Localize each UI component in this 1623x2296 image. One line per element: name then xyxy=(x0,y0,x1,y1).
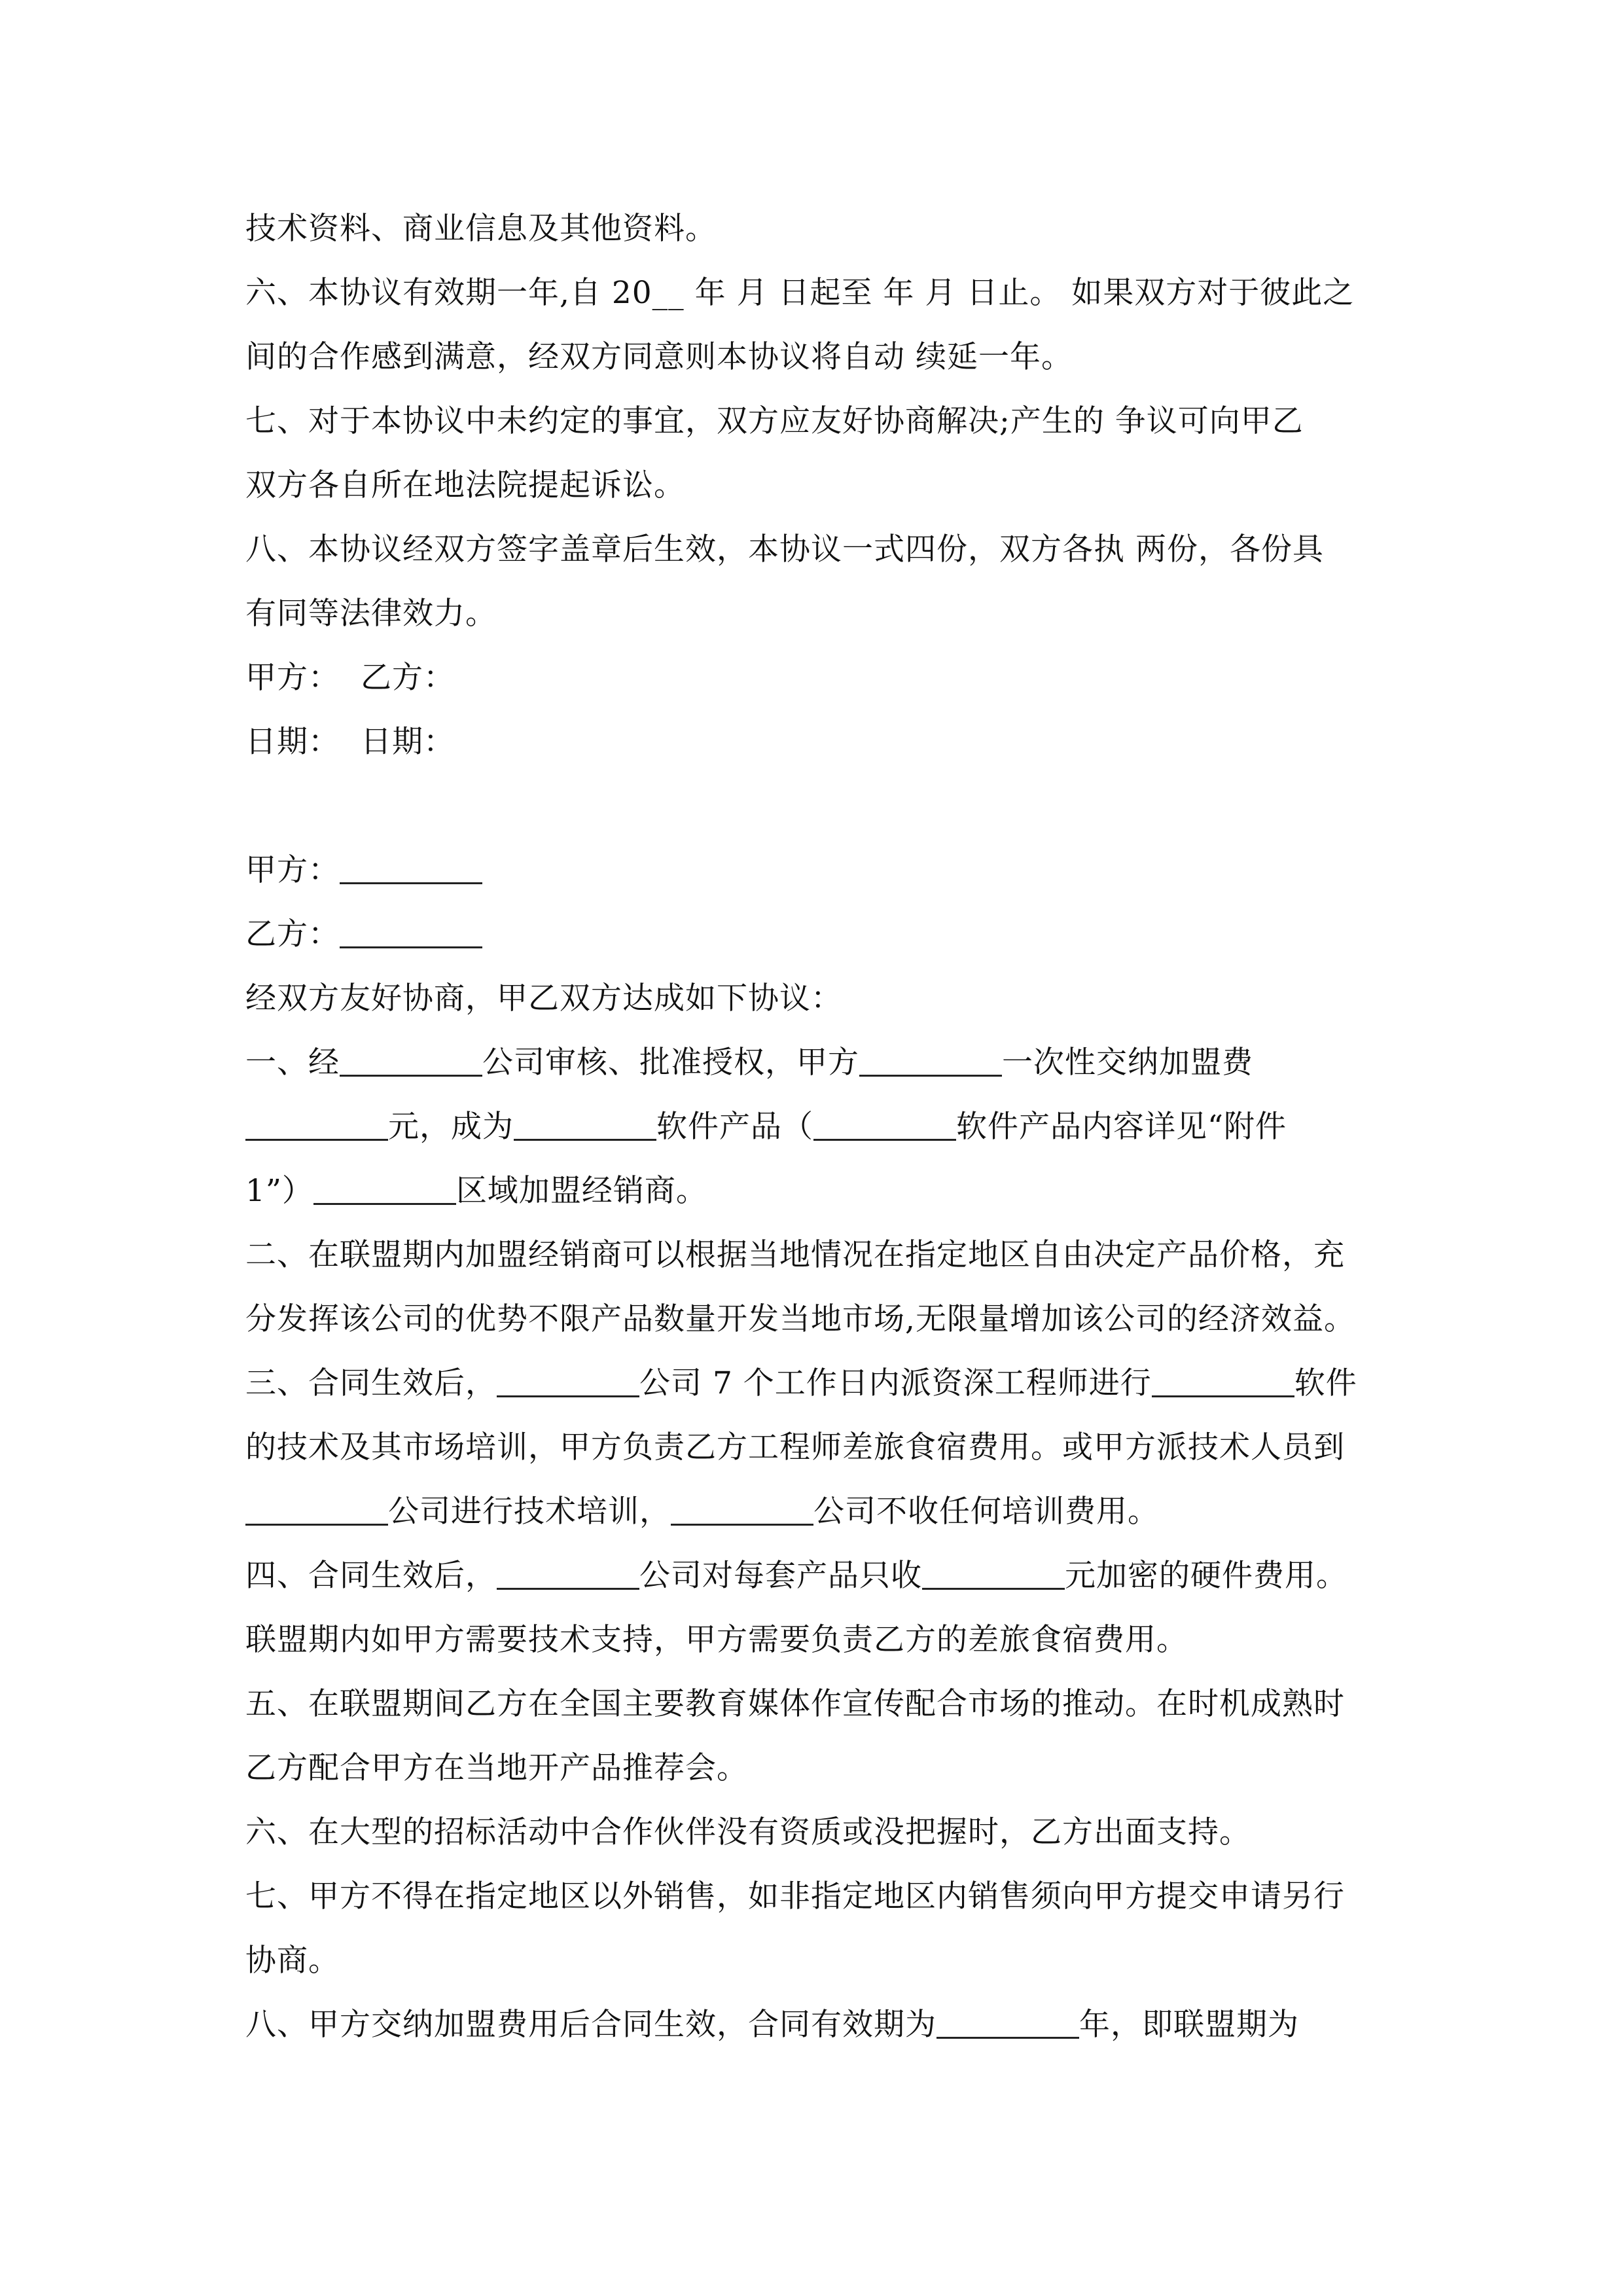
date-label-b: 日期： xyxy=(361,724,455,760)
text-span: 一次性交纳加盟费 xyxy=(1002,1045,1253,1081)
text-span: 四、合同生效后， xyxy=(245,1558,497,1594)
party-b-label: 乙方： xyxy=(245,916,340,952)
blank-field xyxy=(340,1049,482,1077)
text-span: 双方各自所在地法院提起诉讼。 xyxy=(245,467,685,503)
paragraph-line xyxy=(245,274,1354,313)
text-span: 公司 7 个工作日内派资深工程师进行 xyxy=(639,1365,1152,1401)
clause-4-line-1 xyxy=(245,1556,1347,1596)
text-span: 有同等法律效力。 xyxy=(245,596,497,632)
date-line xyxy=(245,723,455,762)
blank-field xyxy=(313,1177,456,1205)
text-span: 元，成为 xyxy=(388,1109,514,1145)
blank-field xyxy=(1152,1369,1294,1397)
text-span: 七、甲方不得在指定地区以外销售，如非指定地区内销售须向甲方提交申请另行 xyxy=(245,1878,1345,1914)
text-span: 公司进行技术培训， xyxy=(388,1494,671,1530)
party-b-blank xyxy=(340,920,482,948)
text-span: 的技术及其市场培训，甲方负责乙方工程师差旅食宿费用。或甲方派技术人员到 xyxy=(245,1429,1345,1465)
blank-field xyxy=(245,1113,388,1141)
paragraph-line xyxy=(245,466,685,505)
paragraph-line xyxy=(245,402,1304,441)
text-span: 联盟期内如甲方需要技术支持，甲方需要负责乙方的差旅食宿费用。 xyxy=(245,1622,1188,1658)
paragraph-line xyxy=(245,979,842,1018)
blank-field xyxy=(813,1113,956,1141)
text-span: 软件产品（ xyxy=(656,1109,813,1145)
party-a-blank xyxy=(340,856,482,884)
blank-field xyxy=(922,1562,1065,1590)
text-span: 公司审核、批准授权，甲方 xyxy=(482,1045,859,1081)
blank-field xyxy=(245,1498,388,1526)
blank-field xyxy=(936,2011,1079,2039)
text-span: 经双方友好协商，甲乙双方达成如下协议： xyxy=(245,980,842,1016)
blank-field xyxy=(497,1369,639,1397)
party-b-line xyxy=(245,915,482,954)
clause-1-line-1 xyxy=(245,1043,1253,1083)
text-span: 八、本协议经双方签字盖章后生效，本协议一式四份，双方各执 两份，各份具 xyxy=(245,531,1324,567)
text-span: 六、在大型的招标活动中合作伙伴没有资质或没把握时，乙方出面支持。 xyxy=(245,1814,1251,1850)
text-span: 分发挥该公司的优势不限产品数量开发当地市场,无限量增加该公司的经济效益。 xyxy=(245,1301,1355,1337)
text-span: 年，即联盟期为 xyxy=(1079,2007,1299,2043)
text-span: 公司不收任何培训费用。 xyxy=(813,1494,1159,1530)
clause-8-line-1 xyxy=(245,2005,1299,2045)
text-span: 协商。 xyxy=(245,1943,340,1979)
party-a-label: 甲方： xyxy=(245,660,340,696)
signature-line xyxy=(245,658,455,698)
blank-field xyxy=(497,1562,639,1590)
clause-3-line-3 xyxy=(245,1492,1159,1532)
paragraph-line xyxy=(245,1300,1355,1339)
text-span: 间的合作感到满意，经双方同意则本协议将自动 续延一年。 xyxy=(245,339,1073,375)
paragraph-line xyxy=(245,338,1073,377)
text-span: 1”） xyxy=(245,1173,313,1209)
date-label-a: 日期： xyxy=(245,724,340,760)
paragraph-line xyxy=(245,1685,1345,1724)
clause-3-line-1 xyxy=(245,1364,1357,1403)
paragraph-line xyxy=(245,1236,1345,1275)
text-span: 元加密的硬件费用。 xyxy=(1065,1558,1347,1594)
text-span: 七、对于本协议中未约定的事宜，双方应友好协商解决;产生的 争议可向甲乙 xyxy=(245,403,1304,439)
text-span: 五、在联盟期间乙方在全国主要教育媒体作宣传配合市场的推动。在时机成熟时 xyxy=(245,1686,1345,1722)
text-span: 公司对每套产品只收 xyxy=(639,1558,922,1594)
text-span: 软件 xyxy=(1294,1365,1357,1401)
text-span: 区域加盟经销商。 xyxy=(455,1173,707,1209)
text-span: 八、甲方交纳加盟费用后合同生效，合同有效期为 xyxy=(245,2007,936,2043)
text-span: 三、合同生效后， xyxy=(245,1365,497,1401)
paragraph-line xyxy=(245,594,497,634)
party-a-line xyxy=(245,851,482,890)
paragraph-line xyxy=(245,1749,748,1788)
text-span: 二、在联盟期内加盟经销商可以根据当地情况在指定地区自由决定产品价格，充 xyxy=(245,1237,1345,1273)
text-span: 六、本协议有效期一年,自 20__ 年 月 日起至 年 月 日止。 如果双方对于彼此之 xyxy=(245,275,1355,311)
text-span: 技术资料、商业信息及其他资料。 xyxy=(245,211,717,247)
clause-1-line-2 xyxy=(245,1107,1287,1147)
paragraph-line xyxy=(245,1428,1345,1467)
party-b-label: 乙方： xyxy=(361,660,455,696)
paragraph-line xyxy=(245,209,717,249)
text-span: 一、经 xyxy=(245,1045,340,1081)
blank-field xyxy=(859,1049,1002,1077)
paragraph-line xyxy=(245,1813,1251,1852)
paragraph-line xyxy=(245,1941,340,1981)
text-span: 软件产品内容详见“附件 xyxy=(956,1109,1287,1145)
party-a-label: 甲方： xyxy=(245,852,340,888)
paragraph-line xyxy=(245,1621,1188,1660)
paragraph-line xyxy=(245,530,1324,569)
text-span: 乙方配合甲方在当地开产品推荐会。 xyxy=(245,1750,748,1786)
blank-field xyxy=(671,1498,813,1526)
blank-field xyxy=(514,1113,656,1141)
paragraph-line xyxy=(245,1877,1345,1916)
clause-1-line-3 xyxy=(245,1172,707,1211)
